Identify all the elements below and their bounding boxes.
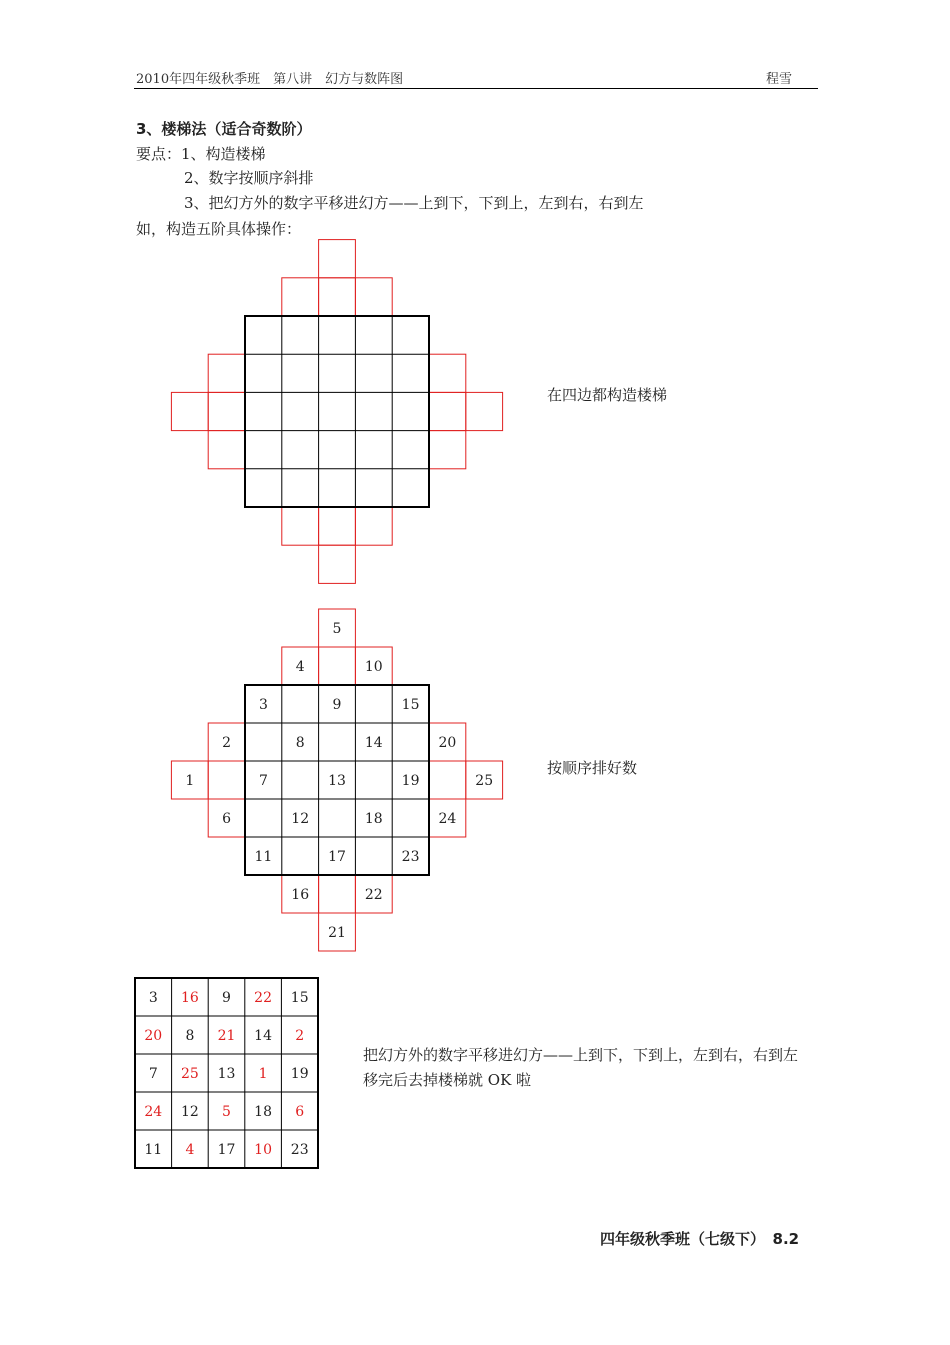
stair-number: 22 [364,887,383,903]
stair-number: 4 [295,659,305,675]
stair-number: 21 [328,925,346,941]
magic-square-cell: 6 [295,1104,305,1120]
stair-number: 9 [332,697,342,713]
caption-step3-line1: 把幻方外的数字平移进幻方——上到下，下到上，左到右，右到左 [363,1046,799,1064]
stair-number: 11 [254,849,273,865]
stair-number: 19 [401,773,420,789]
magic-square-cell: 25 [180,1066,199,1082]
magic-square-cell: 8 [185,1028,195,1044]
stair-number: 16 [291,887,310,903]
caption-step1: 在四边都构造楼梯 [547,386,668,404]
stair-number: 13 [328,773,346,789]
stair-number: 20 [438,735,457,751]
magic-square-cell: 22 [254,990,273,1006]
stair-number: 1 [185,773,195,789]
stair-number: 18 [364,811,383,827]
magic-square-cell: 13 [217,1066,236,1082]
magic-square-cell: 9 [222,990,231,1006]
magic-square-cell: 12 [180,1104,199,1120]
stair-number: 5 [332,621,342,637]
point-1: 要点：1、构造楼梯 [136,145,266,163]
header-author: 程雪 [766,72,793,87]
magic-square-cell: 16 [180,990,199,1006]
example-intro: 如，构造五阶具体操作： [136,220,302,238]
stair-number: 3 [258,697,268,713]
stair-number: 24 [438,811,457,827]
point-3: 3、把幻方外的数字平移进幻方——上到下，下到上，左到右，右到左 [184,194,644,212]
stair-number: 17 [328,849,346,865]
point-2: 2、数字按顺序斜排 [184,169,314,187]
stair-number: 6 [222,811,232,827]
magic-square-cell: 10 [254,1142,273,1158]
magic-square-cell: 3 [148,990,158,1006]
stair-number: 8 [295,735,305,751]
magic-square-cell: 18 [254,1104,273,1120]
stair-number: 15 [401,697,420,713]
magic-square-cell: 23 [290,1142,309,1158]
footer: 四年级秋季班（七级下） 8.2 [600,1230,800,1248]
magic-square-cell: 4 [185,1142,195,1158]
section-title: 3、楼梯法（适合奇数阶） [136,120,312,138]
magic-square-cell: 14 [254,1028,273,1044]
header-left: 2010年四年级秋季班 第八讲 幻方与数阵图 [136,72,404,87]
magic-square-cell: 1 [258,1066,268,1082]
magic-square-cell: 5 [222,1104,231,1120]
stair-number: 7 [258,773,268,789]
caption-step2: 按顺序排好数 [547,759,638,777]
stair-number: 12 [291,811,310,827]
magic-square-cell: 19 [290,1066,309,1082]
magic-square-cell: 15 [290,990,309,1006]
magic-square-cell: 20 [144,1028,163,1044]
caption-step3-line2: 移完后去掉楼梯就 OK 啦 [363,1071,532,1089]
magic-square-cell: 21 [217,1028,236,1044]
stair-number: 2 [222,735,232,751]
magic-square-cell: 2 [295,1028,305,1044]
magic-square-cell: 24 [144,1104,163,1120]
magic-square-cell: 17 [217,1142,236,1158]
stair-number: 23 [401,849,420,865]
magic-square-cell: 11 [144,1142,163,1158]
stair-number: 10 [364,659,383,675]
magic-square-cell: 7 [148,1066,158,1082]
stair-number: 25 [475,773,494,789]
stair-number: 14 [364,735,383,751]
